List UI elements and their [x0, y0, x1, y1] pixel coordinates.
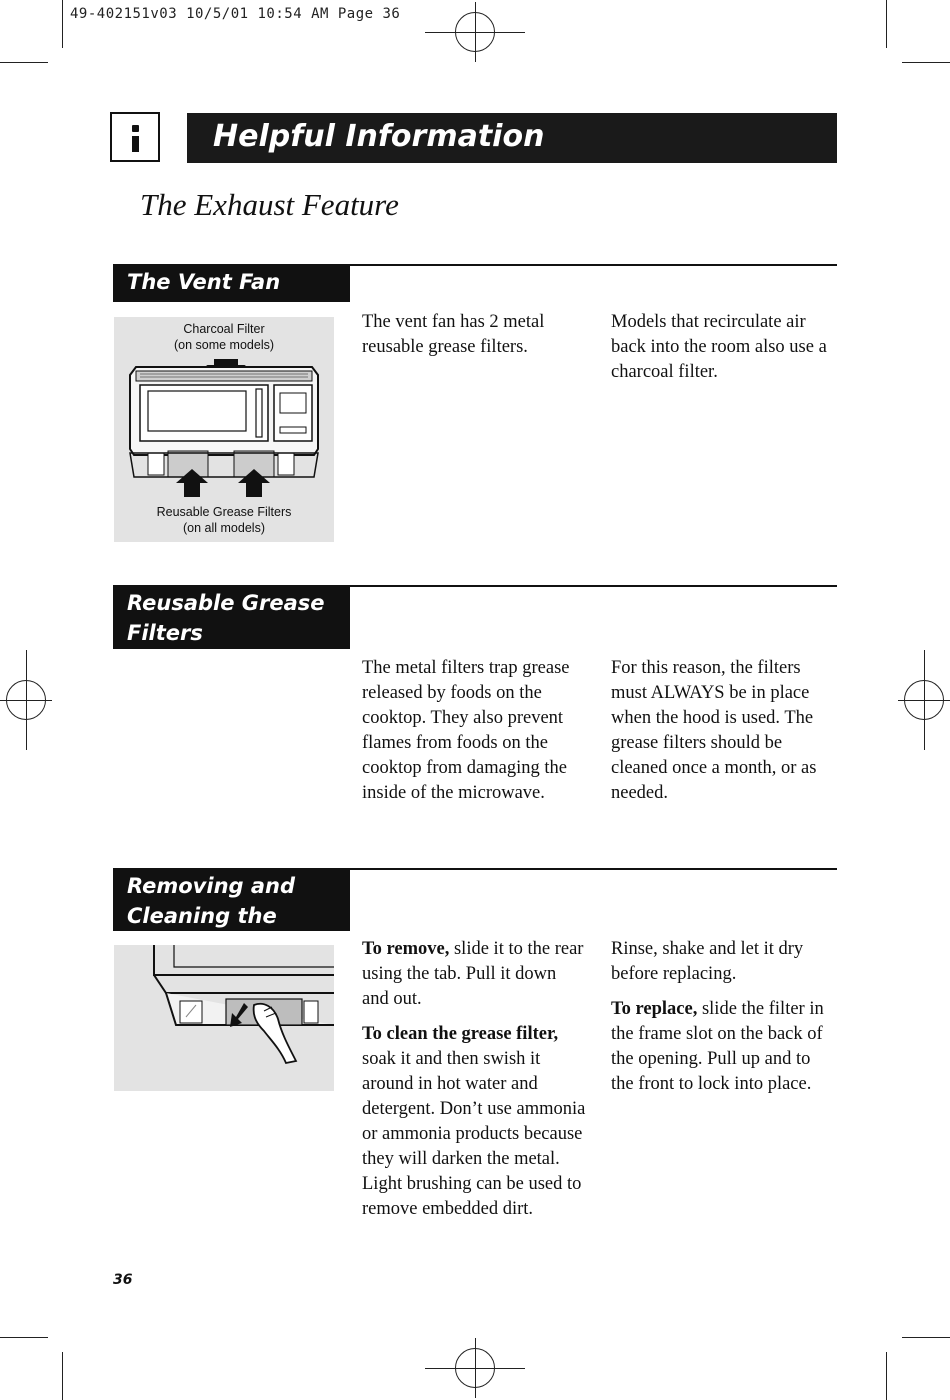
header-bar [187, 113, 837, 163]
removing-text-col1 [362, 937, 587, 1232]
grease-filters-text-col1: The metal filters trap grease released by foods on the cooktop. They also prevent flames from foods on the cooktop from damaging the inside of the microwave. [362, 658, 570, 803]
section-rule [350, 264, 837, 266]
print-slug: 49-402151v03 10/5/01 10:54 AM Page 36 [70, 6, 401, 22]
info-icon [110, 112, 160, 162]
section-label-removing: Removing and Cleaning the [113, 868, 350, 931]
filter-removal-illustration [114, 945, 334, 1091]
remove-instruction: To remove, slide it to the rear using the tab. Pull it down and out. [362, 939, 584, 1009]
page-number: 36 [113, 1272, 133, 1288]
header-title: Helpful Information [213, 119, 545, 154]
vent-fan-text-col1: The vent fan has 2 metal reusable grease filters. [362, 312, 545, 357]
removing-text-col2 [611, 937, 837, 1107]
section-rule [350, 585, 837, 587]
page-subtitle: The Exhaust Feature [140, 187, 399, 222]
replace-instruction: To replace, slide the filter in the frame slot on the back of the opening. Pull up and to the front to lock into place. [611, 999, 824, 1094]
section-label-grease-filters: Reusable Grease Filters [113, 585, 350, 649]
rinse-instruction: Rinse, shake and let it dry before replacing. [611, 939, 804, 984]
hand-removing-filter-icon [114, 945, 334, 1091]
clean-instruction: To clean the grease filter, soak it and then swish it around in hot water and detergent. Don’t use ammonia or ammonia products because they will darken the metal. Light brushing can be used to remove embedded dirt. [362, 1024, 586, 1219]
vent-fan-text-col2: Models that recirculate air back into the room also use a charcoal filter. [611, 312, 827, 382]
section-rule [350, 868, 837, 870]
section-label-vent-fan: The Vent Fan [113, 264, 350, 302]
grease-filters-text-col2: For this reason, the filters must ALWAYS be in place when the hood is used. The grease filters should be cleaned once a month, or as needed. [611, 658, 817, 803]
microwave-filter-illustration: Charcoal Filter (on some models) Reusable Grease Filters (on all models) [114, 317, 334, 542]
